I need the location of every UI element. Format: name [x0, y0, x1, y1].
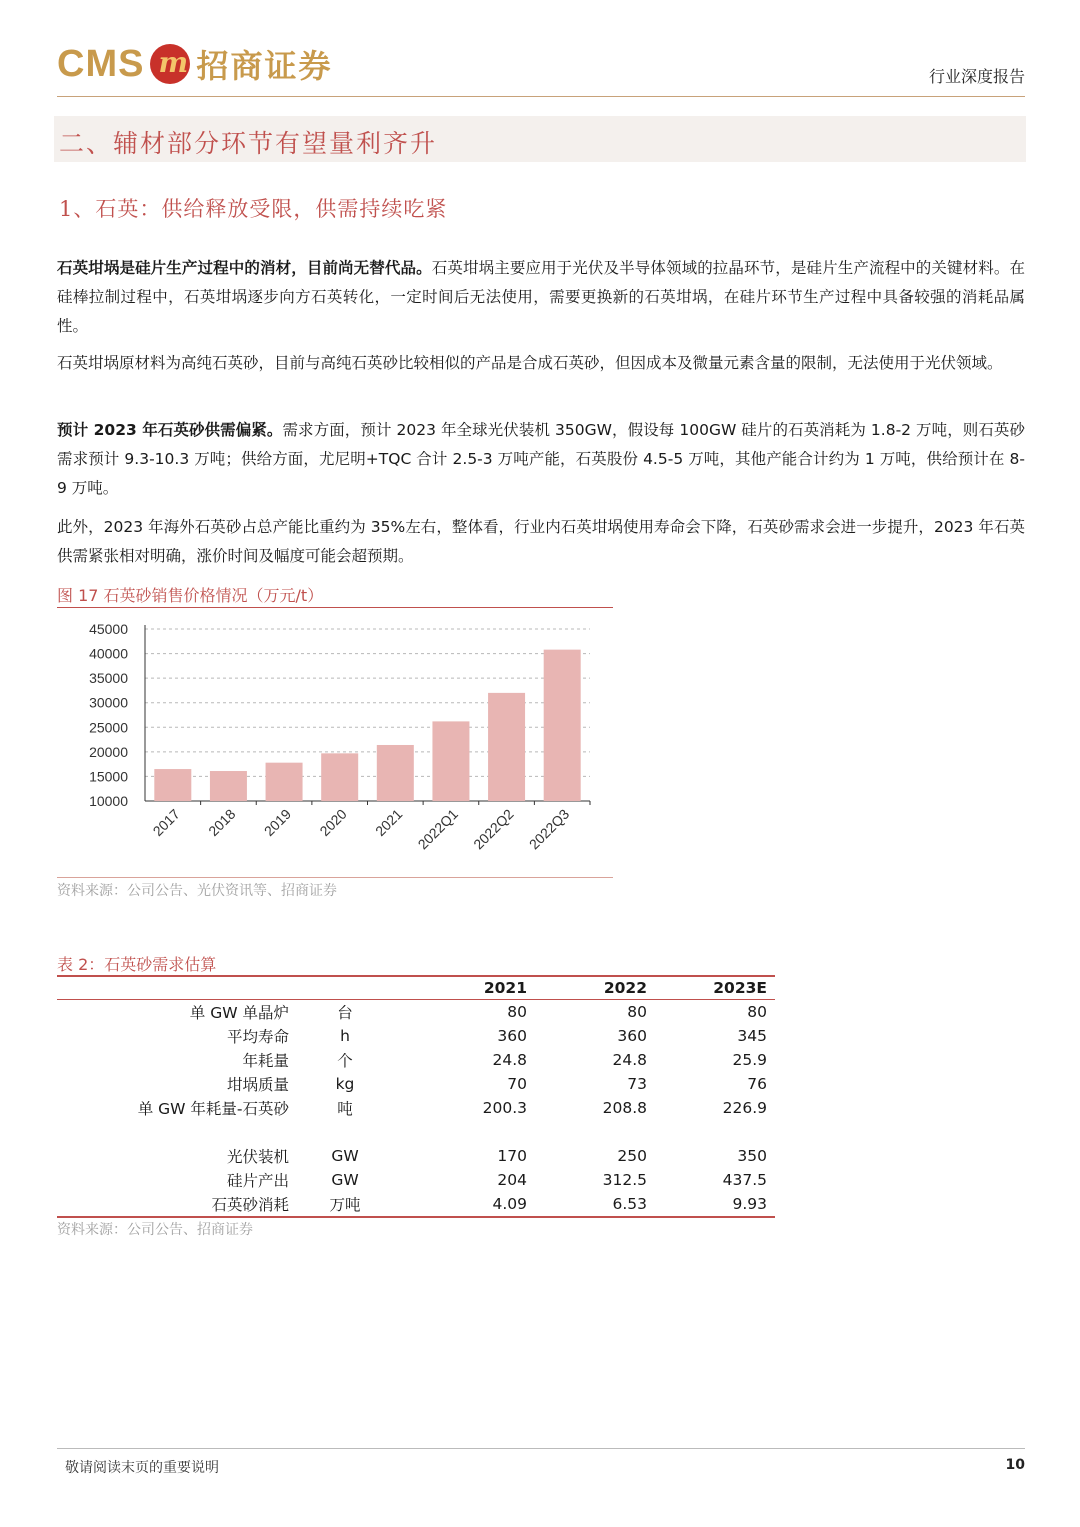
table-row [57, 1024, 775, 1048]
bar-chart [57, 612, 613, 874]
x-tick-label: 2022Q3 [525, 805, 573, 853]
table-cell: 312.5 [602, 1171, 647, 1189]
table-header-cell [57, 976, 289, 1000]
page-number: 10 [1005, 1457, 1025, 1473]
table-cell: 万吨 [289, 1192, 401, 1217]
bar [154, 769, 191, 801]
table-cell: 76 [747, 1075, 767, 1093]
table-cell: 平均寿命 [226, 1028, 289, 1046]
table-cell: GW [331, 1171, 359, 1189]
page-header [57, 38, 1025, 97]
table-cell: 24.8 [492, 1051, 527, 1069]
y-tick-label: 35000 [89, 670, 128, 687]
table-cell: 硅片产出 [226, 1172, 289, 1190]
table-cell: 6.53 [527, 1192, 647, 1217]
table-cell: 204 [497, 1171, 527, 1189]
table-cell: 24.8 [612, 1051, 647, 1069]
bar [377, 745, 414, 801]
table-cell: 226.9 [722, 1099, 767, 1117]
table-header-cell [289, 976, 401, 1000]
logo-cn-text: 招商证券 [196, 47, 333, 85]
table-cell: 80 [507, 1003, 527, 1021]
table-spacer-row [57, 1120, 775, 1144]
table-cell: 80 [627, 1003, 647, 1021]
table-cell: 4.09 [401, 1192, 527, 1217]
table-title: 表 2：石英砂需求估算 [57, 955, 217, 974]
paragraph-1-lead: 石英坩埚是硅片生产过程中的消材，目前尚无替代品。 [57, 259, 432, 277]
y-tick-label: 40000 [89, 645, 128, 662]
table-cell: 台 [337, 1004, 353, 1022]
table-cell: 坩埚质量 [226, 1076, 289, 1094]
logo-emblem-icon [150, 44, 190, 84]
table-header-cell: 2023E [647, 976, 775, 1000]
table-cell: 208.8 [602, 1099, 647, 1117]
x-tick-label: 2021 [372, 805, 406, 840]
x-tick-label: 2017 [149, 805, 183, 840]
table-cell: h [340, 1027, 350, 1045]
table-cell: 360 [617, 1027, 647, 1045]
paragraph-2 [57, 349, 1025, 378]
x-tick-label: 2022Q2 [470, 805, 517, 853]
figure-title: 图 17 石英砂销售价格情况（万元/t） [57, 586, 324, 605]
table-cell: 200.3 [482, 1099, 527, 1117]
table-cell: 9.93 [647, 1192, 775, 1217]
table-cell: 80 [747, 1003, 767, 1021]
table-row [57, 1072, 775, 1096]
table-cell: 年耗量 [242, 1052, 289, 1070]
demand-table [57, 975, 775, 1218]
table-row [57, 1000, 775, 1025]
y-tick-label: 20000 [89, 743, 128, 760]
table-cell: 光伏装机 [226, 1148, 289, 1166]
table-row [57, 1048, 775, 1072]
y-tick-label: 25000 [89, 719, 128, 736]
bar [488, 693, 525, 801]
footer-note: 敬请阅读末页的重要说明 [65, 1460, 219, 1476]
y-tick-label: 15000 [89, 768, 128, 785]
x-tick-label: 2019 [260, 805, 295, 840]
table-cell: 250 [617, 1147, 647, 1165]
paragraph-3-lead: 预计 2023 年石英砂供需偏紧。 [57, 421, 283, 439]
table-row [57, 1192, 775, 1217]
y-tick-label: 30000 [89, 694, 128, 711]
table-cell: 25.9 [732, 1051, 767, 1069]
table-cell: 70 [507, 1075, 527, 1093]
table-cell: 单 GW 年耗量-石英砂 [137, 1100, 289, 1118]
table-header-cell: 2022 [527, 976, 647, 1000]
bar [321, 753, 358, 801]
table-row [57, 1168, 775, 1192]
table-cell: 350 [737, 1147, 767, 1165]
bar [432, 721, 469, 801]
table-cell: kg [335, 1075, 355, 1093]
logo-text: CMS [57, 42, 145, 85]
table-cell: 437.5 [722, 1171, 767, 1189]
paragraph-2-body: 石英坩埚原材料为高纯石英砂，目前与高纯石英砂比较相似的产品是合成石英砂，但因成本及微量元素含量的限制，无法使用于光伏领域。 [57, 354, 1003, 372]
subsection-title: 1、石英：供给释放受限，供需持续吃紧 [59, 197, 448, 221]
table-cell: 石英砂消耗 [57, 1192, 289, 1217]
report-type: 行业深度报告 [928, 67, 1025, 86]
y-tick-label: 10000 [89, 793, 128, 809]
bar [544, 650, 581, 801]
table-cell: 个 [337, 1052, 353, 1070]
table-cell: 吨 [337, 1100, 353, 1118]
bar [210, 771, 247, 801]
x-tick-label: 2018 [205, 805, 239, 840]
cms-logo [57, 42, 332, 86]
table-row [57, 1096, 775, 1120]
table-cell: 73 [627, 1075, 647, 1093]
table-row [57, 1144, 775, 1168]
figure-top-rule [57, 607, 613, 608]
figure-source: 资料来源：公司公告、光伏资讯等、招商证券 [57, 883, 337, 899]
table-cell: GW [331, 1147, 359, 1165]
table-cell: 360 [497, 1027, 527, 1045]
paragraph-1-body: 石英坩埚主要应用于光伏及半导体领域的拉晶环节，是硅片生产流程中的关键材料。在硅棒拉制过程中，石英坩埚逐步向方石英转化，一定时间后无法使用，需要更换新的石英坩埚，在硅片环节生产过程中具备较强的消耗品属性。 [57, 259, 1025, 335]
paragraph-3 [57, 416, 1025, 503]
table-cell: 170 [497, 1147, 527, 1165]
section-title: 二、辅材部分环节有望量利齐升 [59, 129, 438, 158]
paragraph-4 [57, 513, 1025, 571]
x-tick-label: 2022Q1 [414, 805, 462, 853]
x-tick-label: 2020 [316, 805, 350, 840]
table-header-cell: 2021 [401, 976, 527, 1000]
section-title-bar [54, 116, 1026, 162]
paragraph-3-body: 需求方面，预计 2023 年全球光伏装机 350GW，假设每 100GW 硅片的石英消耗为 1.8-2 万吨，则石英砂需求预计 9.3-10.3 万吨；供给方面，尤尼明+TQC 合计 2.5-3 万吨产能，石英股份 4.5-5 万吨，其他产能合计约为 1 万吨，供给预计在 8-9 万吨。 [57, 421, 1026, 497]
table-header-row [57, 976, 775, 1000]
paragraph-4-body: 此外，2023 年海外石英砂占总产能比重约为 35%左右，整体看，行业内石英坩埚使用寿命会下降，石英砂需求会进一步提升，2023 年石英供需紧张相对明确，涨价时间及幅度可能会超预期。 [57, 518, 1025, 565]
paragraph-1 [57, 254, 1025, 341]
bar [266, 763, 303, 801]
page-footer [57, 1448, 1025, 1476]
y-tick-label: 45000 [89, 621, 128, 637]
table-cell: 345 [737, 1027, 767, 1045]
figure-bottom-rule [57, 877, 613, 878]
table-cell: 单 GW 单晶炉 [189, 1004, 289, 1022]
table-source: 资料来源：公司公告、招商证券 [57, 1222, 253, 1238]
